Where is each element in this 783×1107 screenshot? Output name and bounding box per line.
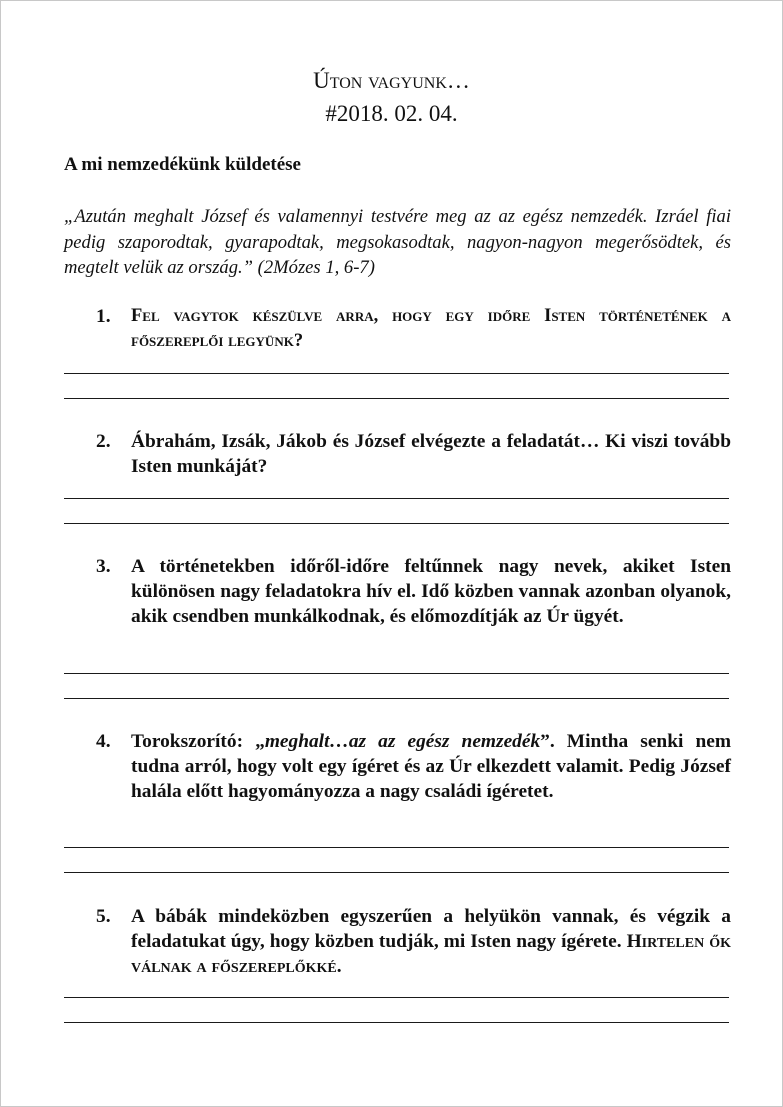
quote-reference: (2Mózes 1, 6-7) [257,257,375,278]
answer-line[interactable] [64,997,729,998]
question-text: A történetekben időről-időre feltűnnek nagy nevek, akiket Isten különösen nagy feladatokra hív el. Idő közben vannak azonban olyanok, akik csendben munkálkodnak, és előmozdítják az Úr ügyét. [131,556,731,627]
question-text-lead: Torokszorító: „ [131,731,265,752]
question-3 [96,554,731,629]
question-text-quote: meghalt…az az egész nemzedék [264,731,541,752]
question-text: Ábrahám, Izsák, Jákob és József elvégezte a feladatát… Ki viszi tovább Isten munkáját? [131,431,731,477]
page-date: #2018. 02. 04. [325,101,458,126]
header [1,64,782,130]
answer-line[interactable] [64,1022,729,1023]
answer-line[interactable] [64,523,729,524]
question-5 [96,904,731,979]
question-number: 2. [96,431,111,452]
answer-line[interactable] [64,872,729,873]
question-number: 4. [96,731,111,752]
question-text [131,904,731,979]
question-text [131,729,731,804]
question-number: 3. [96,556,111,577]
quote-text: „Azután meghalt József és valamennyi testvére meg az az egész nemzedék. Izráel fiai pedig szaporodtak, gyarapodtak, megsokasodtak, nagyon-nagyon megerősödtek, és megtelt velük az ország.” [64,206,731,278]
question-2 [96,429,731,479]
question-4 [96,729,731,804]
question-text-main: A bábák mindeközben egyszerűen a helyükön vannak, és végzik a feladatukat úgy, hogy közben tudják, mi Isten nagy ígérete. [131,906,731,952]
question-text: Fel vagytok készülve arra, hogy egy időre Isten történetének a főszereplői legyünk? [131,306,731,351]
question-text-rest: ”. Mintha senki nem tudna arról, hogy volt egy ígéret és az Úr elkezdett valamit. Pedig József halála előtt hagyományozza a nagy családi ígéretet. [131,731,731,802]
bible-quote [64,204,731,281]
answer-line[interactable] [64,498,729,499]
answer-line[interactable] [64,398,729,399]
question-number: 5. [96,906,111,927]
section-heading: A mi nemzedékünk küldetése [64,154,301,175]
answer-line[interactable] [64,698,729,699]
question-1 [96,304,731,354]
question-number: 1. [96,306,111,327]
question-text-emphasis: Hirtelen ők válnak a főszereplőkké. [131,931,731,977]
answer-line[interactable] [64,673,729,674]
answer-line[interactable] [64,847,729,848]
answer-line[interactable] [64,373,729,374]
page-title: Úton vagyunk… [313,68,470,93]
